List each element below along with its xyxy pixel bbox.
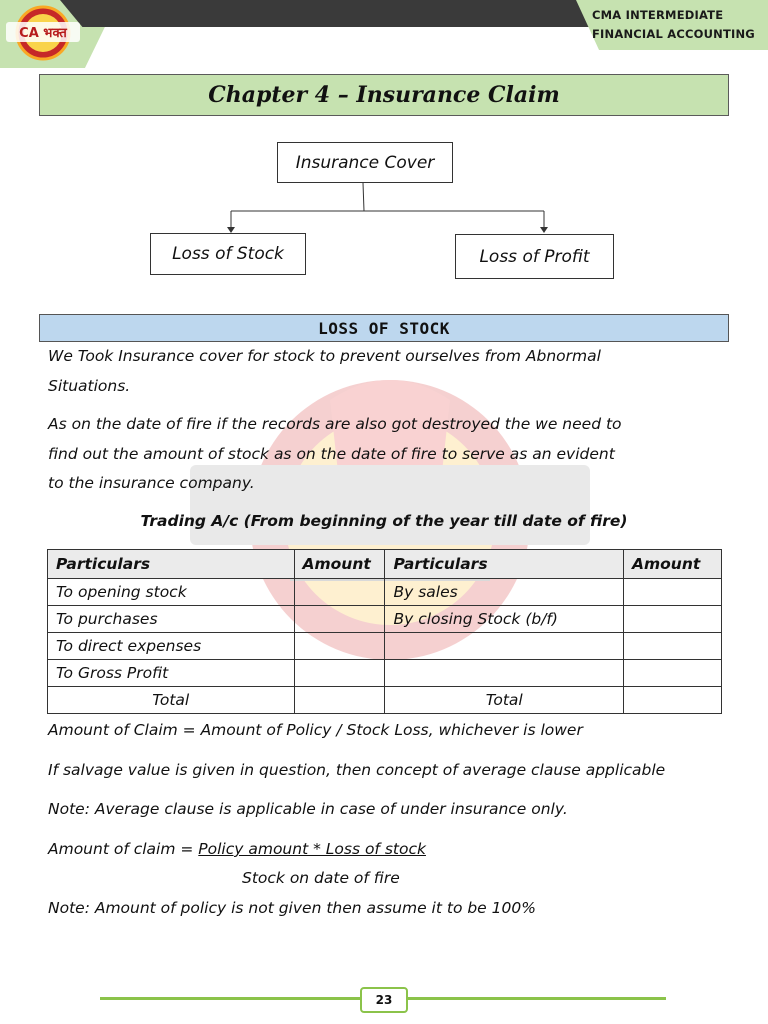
paragraph-records-destroyed: As on the date of fire if the records are also got destroyed the we need to find out the amount of stock as on the date of fire to serve as an evident to the insurance company. [48,415,622,492]
formula-prefix: Amount of claim = [48,840,199,858]
diagram-node-loss-of-profit: Loss of Profit [455,234,614,279]
table-row: To opening stock By sales [48,579,722,606]
logo-lettering: CA भक्त [19,26,67,41]
salvage-rule: If salvage value is given in question, then concept of average clause applicable [48,761,666,779]
header-course-label [592,6,755,44]
header-dark-band [60,0,620,27]
trading-account-table [47,549,722,714]
table-row: To direct expenses [48,633,722,660]
claim-formula [48,840,426,858]
paragraph-purpose: We Took Insurance cover for stock to prevent ourselves from Abnormal Situations. [48,347,601,395]
chapter-title-banner [39,74,729,116]
section-heading: LOSS OF STOCK [39,314,729,342]
diagram-node-loss-of-stock: Loss of Stock [150,233,306,275]
diagram-node-insurance-cover: Insurance Cover [277,142,453,183]
chapter-title: Chapter 4 – Insurance Claim [208,82,560,108]
claim-rule: Amount of Claim = Amount of Policy / Stock Loss, whichever is lower [48,721,583,739]
table-row: To purchases By closing Stock (b/f) [48,606,722,633]
formula-denominator: Stock on date of fire [242,869,400,887]
header-line1: CMA INTERMEDIATE [592,8,724,22]
formula-numerator: Policy amount * Loss of stock [198,840,426,858]
brand-logo [4,4,82,62]
footer-rule-right [408,997,666,1000]
policy-note: Note: Amount of policy is not given then assume it to be 100% [48,899,536,917]
footer-rule-left [100,997,360,1000]
header-line2: FINANCIAL ACCOUNTING [592,27,755,41]
table-total-row: Total Total [48,687,722,714]
table-header-row: Particulars Amount Particulars Amount [48,550,722,579]
page-number: 23 [360,987,408,1013]
trading-account-title: Trading A/c (From beginning of the year till date of fire) [140,512,628,530]
average-clause-note: Note: Average clause is applicable in case of under insurance only. [48,800,568,818]
table-row: To Gross Profit [48,660,722,687]
